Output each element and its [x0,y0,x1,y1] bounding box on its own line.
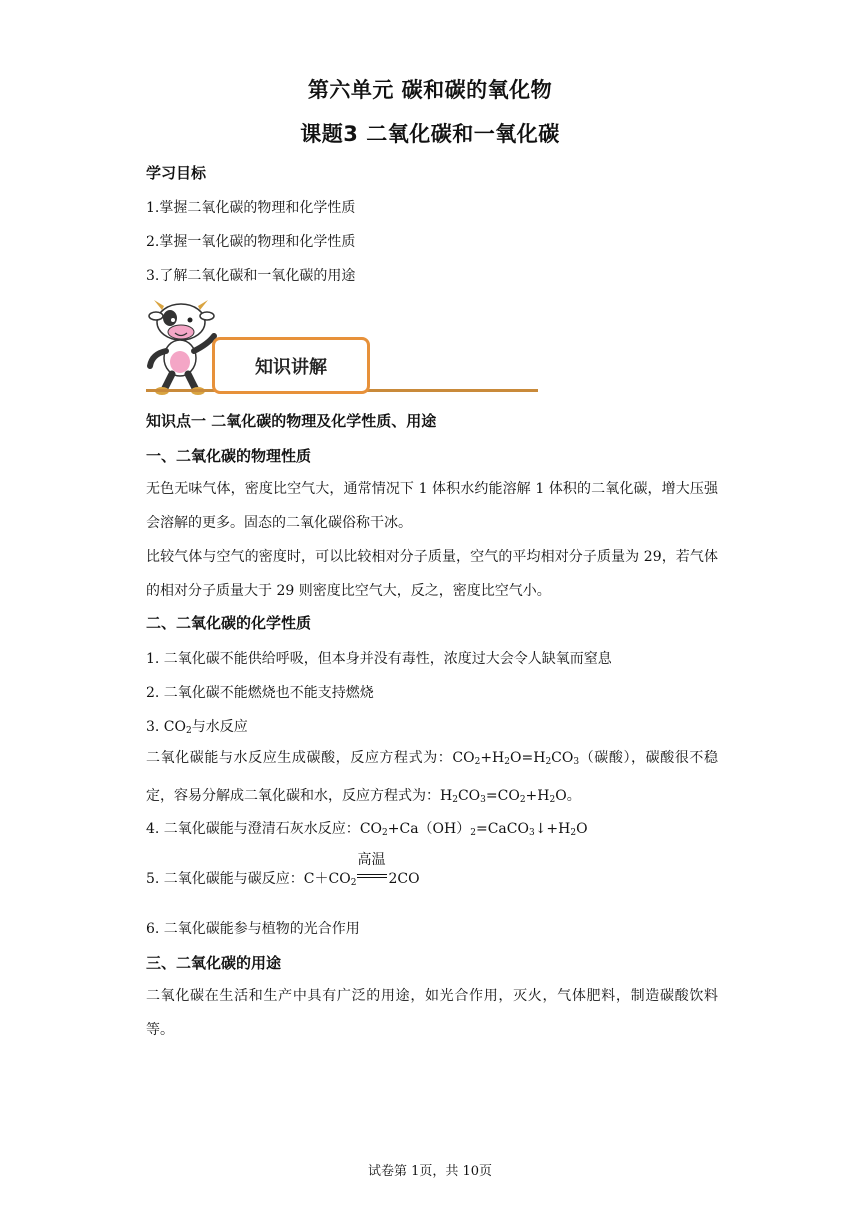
unit-title: 第六单元 碳和碳的氧化物 [307,78,553,102]
paragraph: 比较气体与空气的密度时，可以比较相对分子质量，空气的平均相对分子质量为 29，若气体的相对分子质量大于 29 则密度比空气大，反之，密度比空气小。 [146,549,718,599]
section-heading: 三、二氧化碳的用途 [146,954,282,972]
banner-label: 知识讲解 [255,356,327,378]
list-item: 4. 二氧化碳能与澄清石灰水反应：$CO_2+Ca(OH)_2=CaCO_3↓+H_2O$ [146,821,588,838]
section-heading: 二、二氧化碳的化学性质 [146,614,312,632]
reaction-condition: 高温 [357,852,386,868]
objective-item: 1.掌握二氧化碳的物理和化学性质 [146,200,356,216]
list-item: 1. 二氧化碳不能供给呼吸，但本身并没有毒性，浓度过大会令人缺氧而窒息 [146,651,612,667]
objective-item: 3.了解二氧化碳和一氧化碳的用途 [146,268,356,284]
list-item: 6. 二氧化碳能参与植物的光合作用 [146,921,360,937]
section-heading: 一、二氧化碳的物理性质 [146,447,312,465]
list-item: 2. 二氧化碳不能燃烧也不能支持燃烧 [146,685,374,701]
objectives-heading: 学习目标 [146,164,207,182]
paragraph: 无色无味气体，密度比空气大，通常情况下 1 体积水约能溶解 1 体积的二氧化碳，增大压强会溶解的更多。固态的二氧化碳俗称干冰。 [146,481,718,531]
list-item: 3. $CO_2$与水反应 [146,719,248,736]
paragraph: 二氧化碳在生活和生产中具有广泛的用途，如光合作用，灭火，气体肥料，制造碳酸饮料等。 [146,988,718,1038]
knowledge-banner [212,337,370,394]
knowledge-point-title: 知识点一 二氧化碳的物理及化学性质、用途 [146,412,437,430]
lesson-title: 课题3 二氧化碳和一氧化碳 [300,122,560,146]
list-item: 5. 二氧化碳能与碳反应：$C+CO_2$ 高温 2CO [146,868,420,888]
objective-item: 2.掌握一氧化碳的物理和化学性质 [146,234,356,250]
page-number: 试卷第 1页，共 10页 [367,1164,493,1179]
paragraph: 二氧化碳能与水反应生成碳酸，反应方程式为：$CO_2+H_2O=H_2CO_3$（碳酸），碳酸很不稳定，容易分解成二氧化碳和水，反应方程式为：$H_2CO_3=CO_2+H_2O$。 [146,750,719,805]
